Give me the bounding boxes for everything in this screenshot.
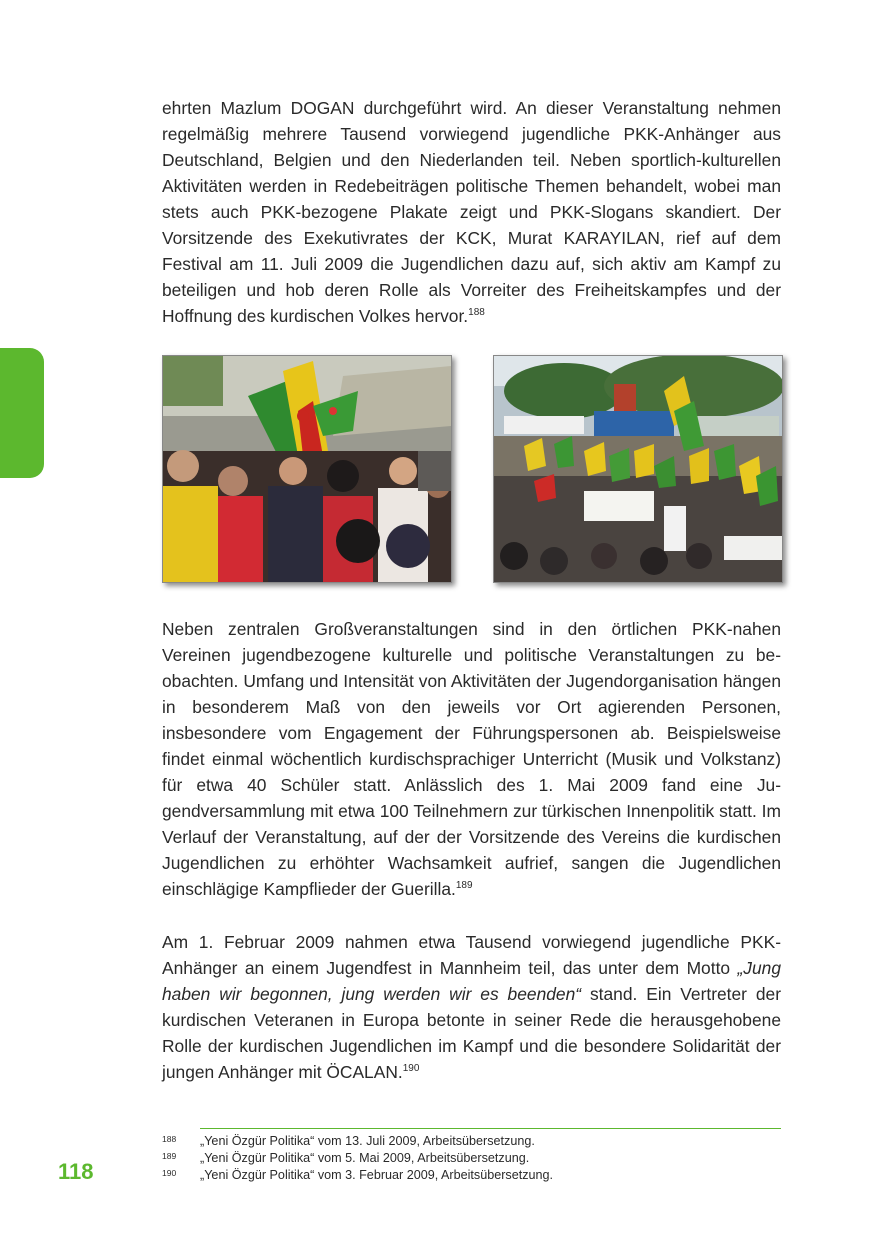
page-number: 118 — [58, 1159, 94, 1184]
body-paragraph-1 — [162, 95, 781, 329]
footnote-ref-188[interactable]: 188 — [468, 307, 485, 319]
footnote-number: 189 — [162, 1151, 177, 1161]
footnote-189 — [162, 1150, 782, 1167]
footnote-text: „Yeni Özgür Politika“ vom 5. Mai 2009, Arbeitsübersetzung. — [200, 1151, 530, 1165]
crowd-flags-photo-graphic — [163, 356, 451, 582]
chapter-tab-marker — [0, 348, 44, 478]
footnotes — [162, 1133, 782, 1184]
paragraph-text: ehrten Mazlum DOGAN durchgeführt wird. An dieser Veranstaltung nehmen regelmäßig mehrere Tausend vorwiegend jugendliche PKK-Anhänger aus Deutschland, Belgien und den Niederlanden teil. Neben sportlich-kulturellen Aktivitäten werden in Redebeiträgen politische Themen behandelt, wobei man stets auch PKK-bezogene Plakate zeigt und PKK-Slogans skandiert. Der Vorsitzende des Exekutivrates der KCK, Murat KARAYILAN, rief auf dem Festival am 11. Juli 2009 die Jugendlichen dazu auf, sich aktiv am Kampf zu beteiligen und hob deren Rolle als Vorreiter des Freiheitskampfes und der Hoffnung des kurdischen Volkes hervor. — [162, 98, 781, 326]
paragraph-text: Neben zentralen Großveranstaltungen sind in den örtlichen PKK-nahen Vereinen jugendbezogene kulturelle und politische Veranstaltungen zu beobachten. Umfang und Intensität von Aktivitäten der Jugendorganisation hängen in besonderem Maß von den jeweils vor Ort agierenden Personen, insbesondere vom Engagement der Führungspersonen ab. Beispielsweise findet einmal wöchentlich kurdischsprachiger Unterricht (Musik und Volkstanz) für etwa 40 Schüler statt. Anlässlich des 1. Mai 2009 fand eine Jugendversammlung mit etwa 100 Teilnehmern zur türkischen Innenpolitik statt. Im Verlauf der Veranstaltung, auf der der Vorsitzende des Vereins die kurdischen Jugendlichen zu erhöhter Wachsamkeit aufrief, sangen die Jugendlichen einschlägige Kampflieder der Guerilla. — [162, 619, 781, 899]
body-paragraph-3 — [162, 929, 781, 1085]
footnote-ref-190[interactable]: 190 — [402, 1063, 420, 1075]
body-paragraph-2 — [162, 616, 781, 902]
footnote-190 — [162, 1167, 782, 1184]
stadium-crowd-photo-graphic — [494, 356, 782, 582]
footnote-188 — [162, 1133, 782, 1150]
footnote-ref-189[interactable]: 189 — [455, 880, 473, 892]
footnote-text: „Yeni Özgür Politika“ vom 13. Juli 2009, Arbeitsübersetzung. — [200, 1134, 535, 1148]
stadium-crowd-photo — [493, 355, 783, 583]
footnote-number: 188 — [162, 1134, 177, 1144]
footnote-number: 190 — [162, 1168, 177, 1178]
footnote-text: „Yeni Özgür Politika“ vom 3. Februar 2009, Arbeitsübersetzung. — [200, 1168, 554, 1182]
paragraph-text: Am 1. Februar 2009 nahmen etwa Tausend vorwiegend jugendliche PKK-Anhänger an einem Jugendfest in Mannheim teil, das unter dem Motto — [162, 932, 781, 978]
motto-quote: „Jung haben wir begonnen, jung werden wir es beenden“ — [162, 958, 781, 1004]
footnote-divider — [200, 1128, 781, 1129]
crowd-flags-photo — [162, 355, 452, 583]
paragraph-text: stand. Ein Vertreter der kurdischen Veteranen in Europa betonte in seiner Rede die herausgehobene Rolle der kurdischen Jugendlichen im Kampf und die besondere Solidarität der jungen Anhänger mit ÖCALAN. — [162, 984, 781, 1082]
